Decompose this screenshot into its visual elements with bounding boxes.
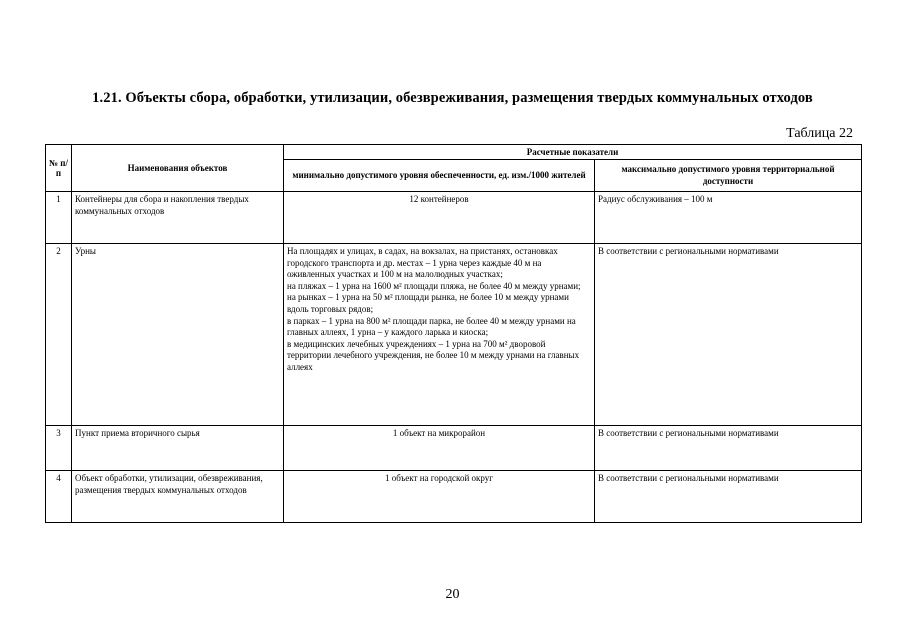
header-num: № п/п <box>46 145 72 192</box>
row-num: 3 <box>46 426 72 471</box>
row-min-line: в парках – 1 урна на 800 м² площади парка, не более 40 м между урнами на главных аллеях, 1 урна – у каждого ларька и киоска; <box>287 315 576 338</box>
header-max: максимально допустимого уровня территориальной доступности <box>595 160 862 192</box>
table-row <box>46 192 862 244</box>
row-min-line: в медицинских лечебных учреждениях – 1 урна на 700 м² дворовой территории лечебного учреждения, не более 10 м между урнами на главных аллеях <box>287 338 580 372</box>
section-title: 1.21. Объекты сбора, обработки, утилизации, обезвреживания, размещения твердых коммунальных отходов <box>92 90 813 106</box>
row-max: Радиус обслуживания – 100 м <box>595 192 862 244</box>
row-num: 2 <box>46 244 72 426</box>
row-min-line: На площадях и улицах, в садах, на вокзалах, на пристанях, остановках городского транспорта и др. местах – 1 урна через каждые 40 м на оживленных участках и 100 м на малолюдных участках; <box>287 246 558 280</box>
row-min-line: на пляжах – 1 урна на 1600 м² площади пляжа, не более 40 м между урнами; <box>287 280 581 291</box>
row-name: Объект обработки, утилизации, обезвреживания, размещения твердых коммунальных отходов <box>72 471 284 523</box>
header-min: минимально допустимого уровня обеспеченности, ед. изм./1000 жителей <box>284 160 595 192</box>
row-min <box>284 244 595 426</box>
row-num: 4 <box>46 471 72 523</box>
header-name: Наименования объектов <box>72 145 284 192</box>
table-row <box>46 426 862 471</box>
norms-table <box>45 144 862 523</box>
row-name: Контейнеры для сбора и накопления твердых коммунальных отходов <box>72 192 284 244</box>
table-label: Таблица 22 <box>786 126 853 141</box>
row-name: Урны <box>72 244 284 426</box>
row-min-line: на рынках – 1 урна на 50 м² площади рынка, не более 10 м между урнами вдоль торговых рядов; <box>287 292 569 314</box>
table-row <box>46 244 862 426</box>
row-max: В соответствии с региональными нормативами <box>595 244 862 426</box>
row-min: 1 объект на микрорайон <box>284 426 595 471</box>
page-number: 20 <box>445 587 460 602</box>
row-num: 1 <box>46 192 72 244</box>
row-max: В соответствии с региональными нормативами <box>595 471 862 523</box>
header-group: Расчетные показатели <box>284 145 862 160</box>
table-row <box>46 471 862 523</box>
row-min: 12 контейнеров <box>284 192 595 244</box>
row-max: В соответствии с региональными нормативами <box>595 426 862 471</box>
row-name: Пункт приема вторичного сырья <box>72 426 284 471</box>
row-min: 1 объект на городской округ <box>284 471 595 523</box>
